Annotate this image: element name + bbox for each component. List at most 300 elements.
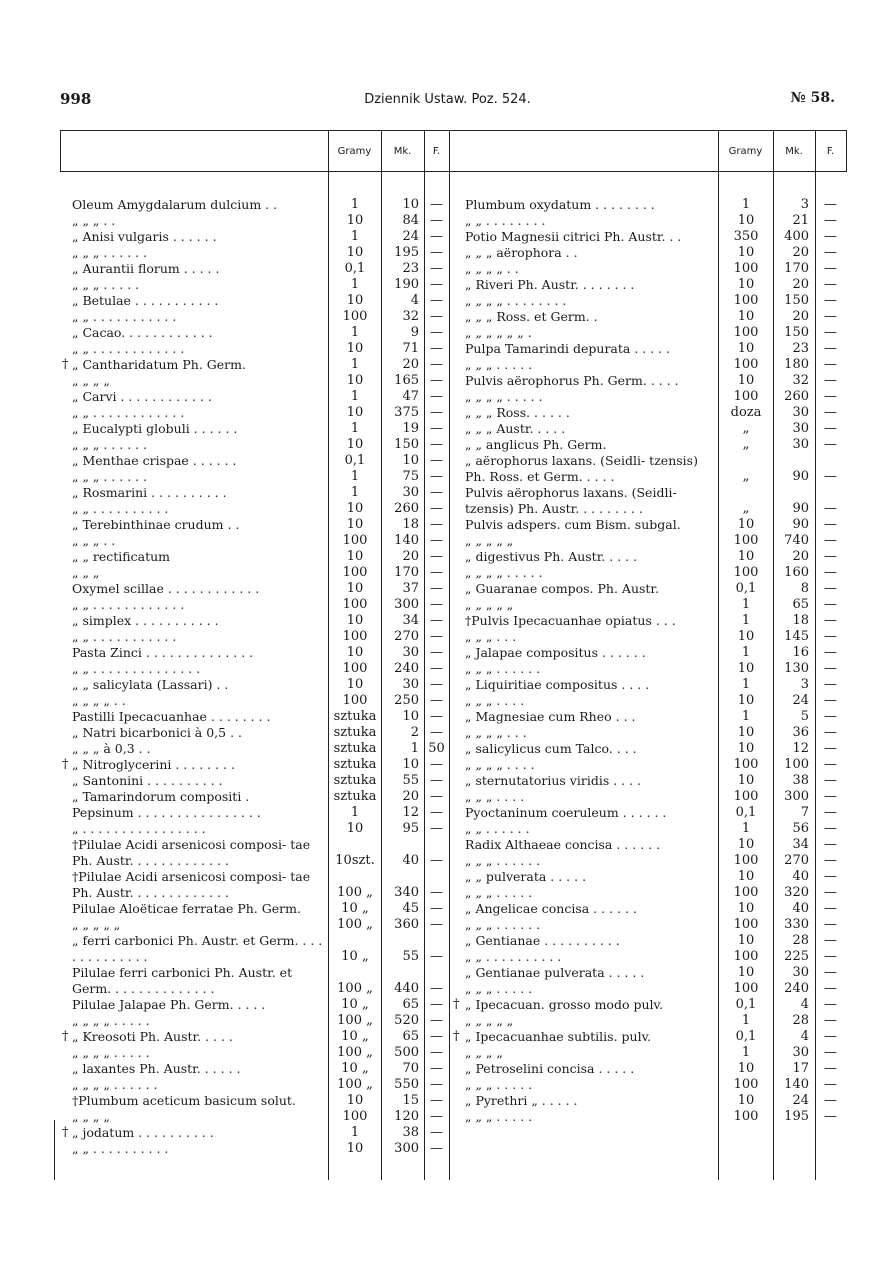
fen-cell: — (430, 325, 443, 340)
grams-cell: 100 „ (337, 981, 373, 996)
item-name: Pasta Zinci . . . . . . . . . . . . . . (72, 645, 254, 660)
marks-cell: 71 (402, 341, 419, 356)
table-row (0, 229, 893, 245)
marks-cell: 320 (784, 885, 809, 900)
table-row (0, 997, 893, 1013)
item-name: „ Pyrethri „ . . . . . (465, 1093, 578, 1108)
grams-cell: 100 (733, 389, 759, 404)
item-name: Oleum Amygdalarum dulcium . . (72, 197, 278, 212)
table-row (0, 725, 893, 741)
marks-cell: 24 (792, 1093, 809, 1108)
marks-cell: 10 (402, 197, 419, 212)
marks-cell: 90 (792, 517, 809, 532)
grams-cell: 10 (346, 213, 364, 228)
marks-cell: 23 (402, 261, 419, 276)
fen-cell: — (430, 981, 443, 996)
fen-cell: — (824, 437, 837, 452)
fen-cell: — (824, 1109, 837, 1124)
fen-cell: — (824, 965, 837, 980)
fen-cell: — (824, 917, 837, 932)
grams-cell: 0,1 (735, 1029, 757, 1044)
left-col-grams-header: Gramy (337, 146, 372, 157)
table-row (0, 1109, 893, 1125)
item-name: Pyoctaninum coeruleum . . . . . . (465, 805, 667, 820)
table-row (0, 821, 893, 837)
item-name: „ „ . . . . . . . . (465, 213, 546, 228)
grams-cell: 100 (733, 757, 759, 772)
marks-cell: 30 (792, 965, 809, 980)
grams-cell: 1 (350, 1125, 360, 1140)
item-name: „ Gentianae . . . . . . . . . . (465, 933, 620, 948)
grams-cell: „ (742, 501, 750, 516)
table-row (0, 341, 893, 357)
fen-cell: — (430, 917, 443, 932)
marks-cell: 300 (784, 789, 809, 804)
table-row (0, 437, 893, 453)
grams-cell: 10 (346, 517, 364, 532)
fen-cell: — (824, 517, 837, 532)
fen-cell: — (430, 245, 443, 260)
fen-cell: — (430, 469, 443, 484)
marks-cell: 16 (792, 645, 809, 660)
item-name: „ sternutatorius viridis . . . . (465, 773, 642, 788)
item-name: „ simplex . . . . . . . . . . . (72, 613, 219, 628)
item-name: „ „ „ à 0,3 . . (72, 741, 151, 756)
marks-cell: 140 (394, 533, 419, 548)
item-name: „ ferri carbonici Ph. Austr. et Germ. . . . . . . . . . . . . . (72, 933, 323, 964)
marks-cell: 240 (394, 661, 419, 676)
item-name: „ „ „ „ „ (72, 917, 121, 932)
item-name: „ „ „ „ „ (465, 533, 514, 548)
item-name: „ „ „ Ross. et Germ. . (465, 309, 598, 324)
fen-cell: — (430, 693, 443, 708)
fen-cell: — (430, 485, 443, 500)
item-name: „ „ „ „ . . . (465, 725, 527, 740)
fen-cell: — (430, 821, 443, 836)
marks-cell: 145 (784, 629, 809, 644)
fen-cell: — (824, 341, 837, 356)
fen-cell: — (430, 709, 443, 724)
page-number: 998 (60, 90, 92, 108)
table-row (0, 757, 893, 773)
marks-cell: 5 (800, 709, 809, 724)
dagger-mark: † (62, 1125, 69, 1140)
fen-cell: — (824, 853, 837, 868)
fen-cell: — (430, 501, 443, 516)
grams-cell: 100 (733, 357, 759, 372)
dagger-mark: † (62, 357, 69, 372)
item-name: „ Carvi . . . . . . . . . . . . (72, 389, 212, 404)
item-name: „ Nitroglycerini . . . . . . . . (72, 757, 235, 772)
grams-cell: 10 (737, 517, 755, 532)
marks-cell: 30 (792, 405, 809, 420)
grams-cell: 10 (737, 901, 755, 916)
grams-cell: 100 (342, 533, 368, 548)
marks-cell: 100 (784, 757, 809, 772)
grams-cell: 10 (737, 277, 755, 292)
item-name: „ Eucalypti globuli . . . . . . (72, 421, 238, 436)
table-row (0, 549, 893, 565)
marks-cell: 32 (792, 373, 809, 388)
grams-cell: 100 (342, 309, 368, 324)
grams-cell: 100 (733, 853, 759, 868)
item-name: „ Riveri Ph. Austr. . . . . . . . (465, 277, 635, 292)
marks-cell: 12 (792, 741, 809, 756)
marks-cell: 8 (800, 581, 809, 596)
item-name: „ „ „ . . . . . . (465, 917, 541, 932)
grams-cell: 10 (737, 741, 755, 756)
grams-cell: 1 (350, 485, 360, 500)
item-name: „ „ „ „ „ (465, 597, 514, 612)
right-col-grams-header: Gramy (728, 146, 763, 157)
item-name: „ Jalapae compositus . . . . . . (465, 645, 646, 660)
item-name: „ „ „ . . . . . (465, 357, 533, 372)
item-name: „ „ . . . . . . . . . . (465, 949, 562, 964)
item-name: „ „ „ „ . . . . . . . . (465, 293, 567, 308)
item-name: †Plumbum aceticum basicum solut. (72, 1093, 296, 1108)
fen-cell: — (430, 197, 443, 212)
grams-cell: 100 (733, 261, 759, 276)
fen-cell: — (824, 949, 837, 964)
table-row (0, 949, 893, 965)
table-row (0, 453, 893, 485)
table-row (0, 1029, 893, 1045)
fen-cell: — (824, 885, 837, 900)
marks-cell: 20 (792, 549, 809, 564)
marks-cell: 12 (402, 805, 419, 820)
fen-cell: — (430, 229, 443, 244)
item-name: „ „ „ „ (72, 373, 110, 388)
fen-cell: — (824, 821, 837, 836)
marks-cell: 2 (410, 725, 419, 740)
marks-cell: 520 (394, 1013, 419, 1028)
fen-cell: — (430, 421, 443, 436)
item-name: „ Guaranae compos. Ph. Austr. (465, 581, 660, 596)
item-name: „ . . . . . . . . . . . . . . . . (72, 821, 206, 836)
fen-cell: — (824, 421, 837, 436)
marks-cell: 150 (784, 293, 809, 308)
item-name: „ „ „ . . . . . . (465, 853, 541, 868)
marks-cell: 18 (402, 517, 419, 532)
grams-cell: 10 (346, 293, 364, 308)
left-outer-rule (60, 130, 61, 171)
table-row (0, 1077, 893, 1093)
marks-cell: 260 (394, 501, 419, 516)
fen-cell: — (430, 373, 443, 388)
item-name: „ „ anglicus Ph. Germ. (465, 437, 607, 452)
marks-cell: 36 (792, 725, 809, 740)
fen-cell: — (824, 197, 837, 212)
item-name: „ „ . . . . . . . . . . . . (72, 597, 185, 612)
marks-cell: 28 (792, 1013, 809, 1028)
item-name: Pulvis aërophorus laxans. (Seidli- tzensis) Ph. Austr. . . . . . . . . (465, 485, 677, 516)
grams-cell: 10 (346, 677, 364, 692)
item-name: „ „ „ „ . . . . (465, 757, 535, 772)
item-name: „ „ „ . . . . (465, 693, 525, 708)
fen-cell: — (824, 501, 837, 516)
fen-cell: — (430, 309, 443, 324)
fen-cell: — (430, 901, 443, 916)
marks-cell: 330 (784, 917, 809, 932)
table-row (0, 981, 893, 997)
fen-cell: — (430, 725, 443, 740)
grams-cell: 10 (737, 965, 755, 980)
grams-cell: 100 (733, 789, 759, 804)
grams-cell: 100 (733, 981, 759, 996)
marks-cell: 15 (402, 1093, 419, 1108)
grams-cell: 1 (350, 357, 360, 372)
fen-cell: — (430, 1013, 443, 1028)
marks-cell: 30 (792, 421, 809, 436)
fen-cell: — (824, 245, 837, 260)
fen-cell: — (824, 757, 837, 772)
item-name: „ digestivus Ph. Austr. . . . . (465, 549, 638, 564)
dagger-mark: † (453, 1029, 460, 1044)
grams-cell: 0,1 (735, 581, 757, 596)
marks-cell: 38 (792, 773, 809, 788)
table-row (0, 661, 893, 677)
fen-cell: — (430, 645, 443, 660)
marks-cell: 225 (784, 949, 809, 964)
grams-cell: 1 (350, 325, 360, 340)
marks-cell: 170 (394, 565, 419, 580)
fen-cell: — (824, 645, 837, 660)
grams-cell: 10 (346, 581, 364, 596)
fen-cell: — (430, 1093, 443, 1108)
grams-cell: 1 (350, 805, 360, 820)
table-row (0, 485, 893, 517)
marks-cell: 140 (784, 1077, 809, 1092)
marks-cell: 260 (784, 389, 809, 404)
marks-cell: 150 (394, 437, 419, 452)
fen-cell: — (430, 549, 443, 564)
marks-cell: 170 (784, 261, 809, 276)
fen-cell: — (430, 1125, 443, 1140)
grams-cell: 10 (346, 549, 364, 564)
table-row (0, 693, 893, 709)
fen-cell: — (824, 309, 837, 324)
marks-cell: 160 (784, 565, 809, 580)
grams-cell: 100 (733, 1077, 759, 1092)
item-name: „ „ . . . . . . . . . . (72, 1141, 169, 1156)
grams-cell: 10 (737, 245, 755, 260)
fen-cell: — (430, 341, 443, 356)
item-name: Pilulae Aloëticae ferratae Ph. Germ. (72, 901, 301, 916)
marks-cell: 30 (792, 437, 809, 452)
marks-cell: 3 (800, 677, 809, 692)
fen-cell: — (430, 805, 443, 820)
marks-cell: 75 (402, 469, 419, 484)
grams-cell: 100 (342, 565, 368, 580)
fen-cell: — (824, 629, 837, 644)
table-row (0, 901, 893, 917)
item-name: „ „ „ „ (465, 1045, 503, 1060)
marks-cell: 30 (402, 645, 419, 660)
fen-cell: — (824, 693, 837, 708)
table-row (0, 261, 893, 277)
marks-cell: 1 (410, 741, 419, 756)
right-outer-rule (846, 130, 847, 171)
marks-cell: 195 (394, 245, 419, 260)
grams-cell: 10 (346, 821, 364, 836)
grams-cell: 10 (737, 661, 755, 676)
fen-cell: — (430, 885, 443, 900)
grams-cell: 1 (741, 821, 751, 836)
marks-cell: 34 (792, 837, 809, 852)
item-name: †Pulvis Ipecacuanhae opiatus . . . (465, 613, 676, 628)
marks-cell: 95 (402, 821, 419, 836)
marks-cell: 18 (792, 613, 809, 628)
marks-cell: 150 (784, 325, 809, 340)
item-name: „ „ „ „ . . (465, 261, 519, 276)
table-row (0, 293, 893, 309)
grams-cell: 100 „ (337, 917, 373, 932)
grams-cell: 100 (733, 885, 759, 900)
marks-cell: 30 (792, 1045, 809, 1060)
item-name: „ „ „ . . . . . (465, 981, 533, 996)
table-row (0, 405, 893, 421)
grams-cell: 1 (350, 421, 360, 436)
marks-cell: 55 (402, 949, 419, 964)
item-name: Radix Althaeae concisa . . . . . . (465, 837, 661, 852)
grams-cell: 100 „ (337, 1013, 373, 1028)
marks-cell: 375 (394, 405, 419, 420)
fen-cell: — (824, 549, 837, 564)
grams-cell: 10 (737, 309, 755, 324)
grams-cell: 10 (737, 693, 755, 708)
grams-cell: 100 (733, 325, 759, 340)
fen-cell: — (430, 1077, 443, 1092)
grams-cell: 10 (737, 869, 755, 884)
grams-cell: 10 (737, 341, 755, 356)
item-name: „ Petroselini concisa . . . . . (465, 1061, 635, 1076)
item-name: „ „ „ „ . . . . . . (72, 1077, 158, 1092)
grams-cell: 1 (350, 469, 360, 484)
fen-cell: — (430, 261, 443, 276)
marks-cell: 47 (402, 389, 419, 404)
item-name: Pilulae Jalapae Ph. Germ. . . . . (72, 997, 266, 1012)
marks-cell: 4 (800, 1029, 809, 1044)
fen-cell: — (824, 805, 837, 820)
grams-cell: 10 (346, 1093, 364, 1108)
item-name: „ aërophorus laxans. (Seidli- tzensis) Ph. Ross. et Germ. . . . . (465, 453, 698, 484)
item-name: „ „ „ „ . . . . . (465, 565, 543, 580)
table-row (0, 741, 893, 757)
item-name: „ Rosmarini . . . . . . . . . . (72, 485, 227, 500)
marks-cell: 30 (402, 677, 419, 692)
marks-cell: 10 (402, 709, 419, 724)
grams-cell: 10 (346, 645, 364, 660)
item-name: „ „ pulverata . . . . . (465, 869, 587, 884)
marks-cell: 40 (792, 901, 809, 916)
table-row (0, 213, 893, 229)
fen-cell: — (430, 533, 443, 548)
fen-cell: — (824, 997, 837, 1012)
grams-cell: 10 (346, 1141, 364, 1156)
table-row (0, 1093, 893, 1109)
table-row (0, 581, 893, 597)
fen-cell: — (824, 597, 837, 612)
fen-cell: — (430, 581, 443, 596)
item-name: „ „ „ . . (72, 533, 116, 548)
fen-cell: — (430, 277, 443, 292)
grams-cell: 0,1 (344, 261, 366, 276)
grams-cell: 1 (350, 277, 360, 292)
marks-cell: 20 (792, 245, 809, 260)
fen-cell: — (430, 1061, 443, 1076)
fen-cell: — (430, 677, 443, 692)
item-name: „ „ „ . . . . . . (72, 245, 148, 260)
marks-cell: 90 (792, 469, 809, 484)
table-row (0, 629, 893, 645)
grams-cell: 100 (733, 293, 759, 308)
marks-cell: 190 (394, 277, 419, 292)
item-name: Pulvis adspers. cum Bism. subgal. (465, 517, 681, 532)
marks-cell: 120 (394, 1109, 419, 1124)
fen-cell: — (824, 837, 837, 852)
right-col-f-header: F. (826, 146, 835, 157)
table-row (0, 805, 893, 821)
table-row (0, 565, 893, 581)
item-name: „ „ . . . . . . . . . . . . (72, 405, 185, 420)
marks-cell: 3 (800, 197, 809, 212)
grams-cell: 100 „ (337, 885, 373, 900)
grams-cell: 10 (346, 405, 364, 420)
table-row (0, 325, 893, 341)
item-name: „ Aurantii florum . . . . . (72, 261, 220, 276)
item-name: „ „ „ . . . . . . (72, 469, 148, 484)
item-name: „ Magnesiae cum Rheo . . . (465, 709, 636, 724)
fen-cell: — (824, 901, 837, 916)
grams-cell: 10 (737, 549, 755, 564)
fen-cell: — (430, 1045, 443, 1060)
marks-cell: 24 (402, 229, 419, 244)
table-row (0, 917, 893, 933)
grams-cell: 10 (346, 245, 364, 260)
item-name: Pulpa Tamarindi depurata . . . . . (465, 341, 671, 356)
item-name: „ „ „ . . . . . (465, 1109, 533, 1124)
fen-cell: — (824, 725, 837, 740)
grams-cell: 100 (733, 949, 759, 964)
table-row (0, 709, 893, 725)
grams-cell: 10 (737, 629, 755, 644)
grams-cell: 1 (741, 645, 751, 660)
grams-cell: 1 (741, 597, 751, 612)
grams-cell: 10 „ (341, 997, 369, 1012)
marks-cell: 30 (402, 485, 419, 500)
table-row (0, 965, 893, 981)
fen-cell: — (430, 773, 443, 788)
grams-cell: sztuka (333, 741, 377, 756)
grams-cell: 1 (350, 389, 360, 404)
table-row (0, 373, 893, 389)
marks-cell: 250 (394, 693, 419, 708)
item-name: „ Ipecacuan. grosso modo pulv. (465, 997, 664, 1012)
fen-cell: — (430, 213, 443, 228)
marks-cell: 340 (394, 885, 419, 900)
grams-cell: 10szt. (335, 853, 375, 868)
item-name: „ Santonini . . . . . . . . . . (72, 773, 223, 788)
item-name: „ „ „ . . . (465, 629, 517, 644)
fen-cell: — (824, 229, 837, 244)
dagger-mark: † (62, 1029, 69, 1044)
fen-cell: — (824, 357, 837, 372)
table-row (0, 885, 893, 901)
marks-cell: 45 (402, 901, 419, 916)
marks-cell: 300 (394, 1141, 419, 1156)
grams-cell: doza (730, 405, 762, 420)
marks-cell: 17 (792, 1061, 809, 1076)
